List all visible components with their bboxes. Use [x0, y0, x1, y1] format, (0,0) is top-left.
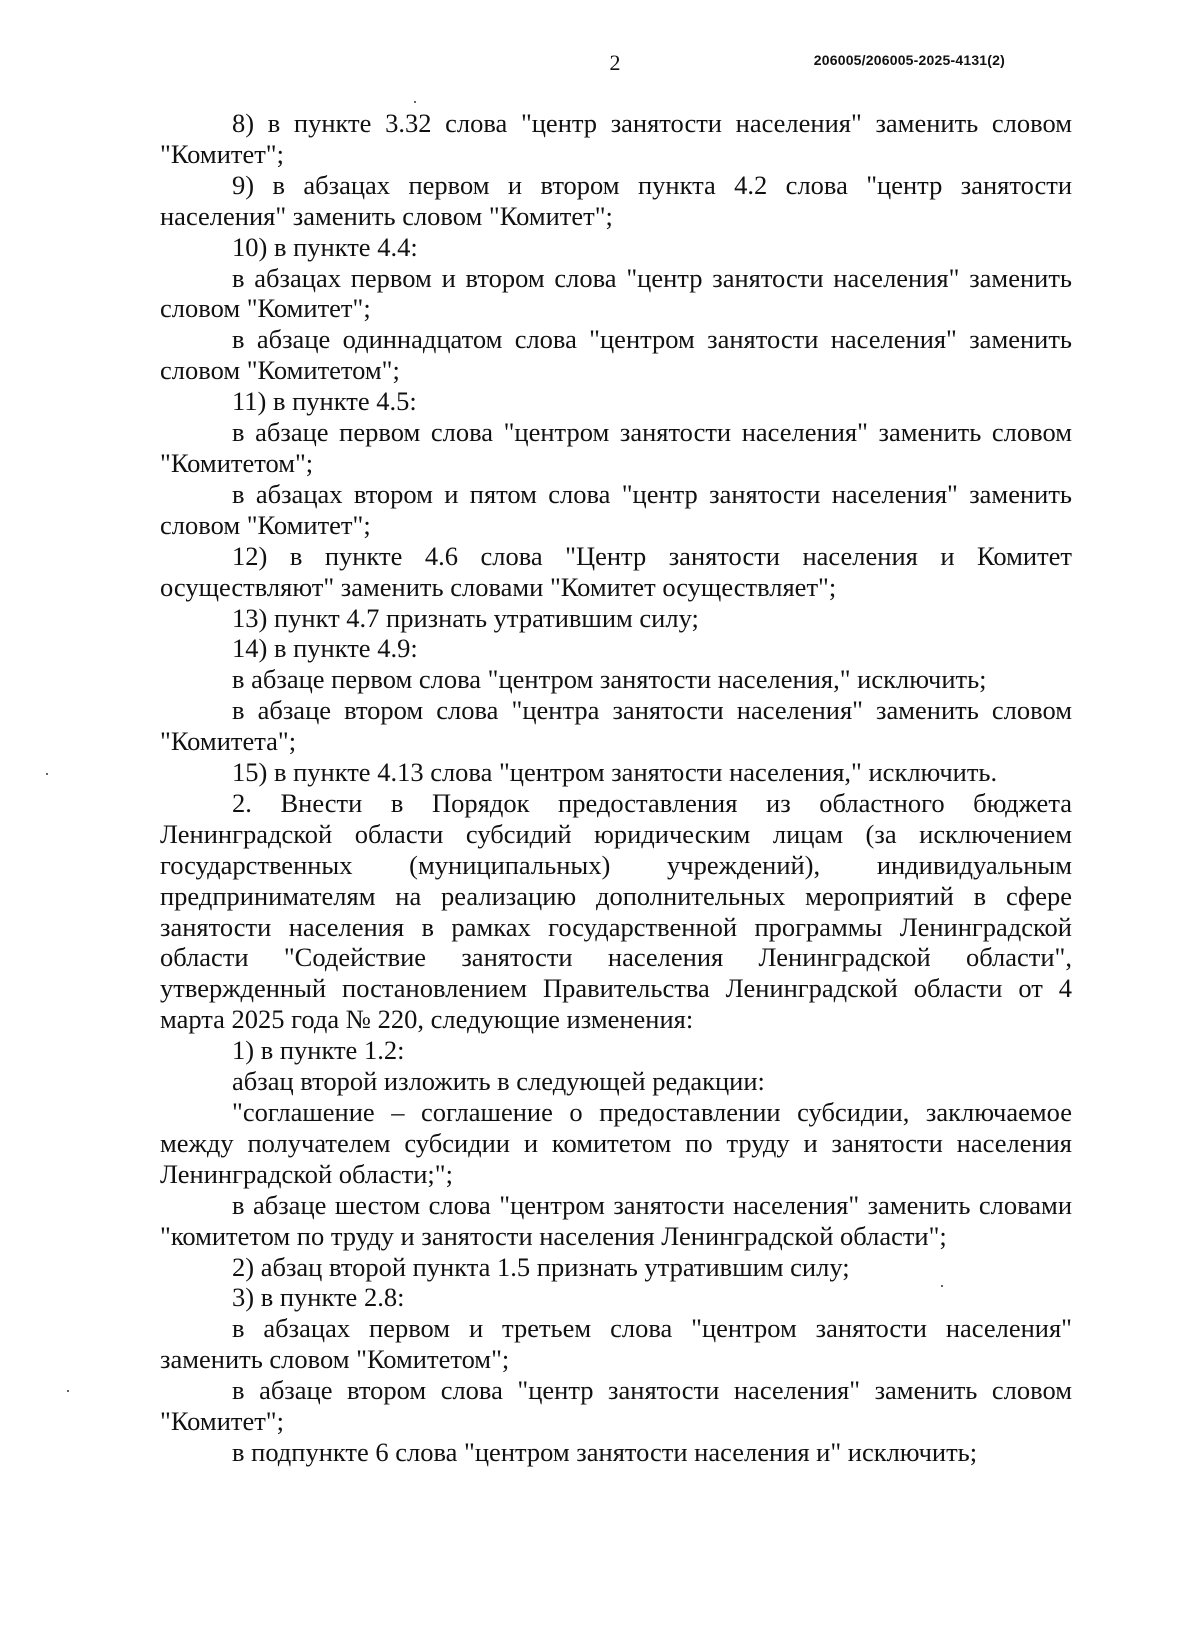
paragraph: в абзаце первом слова "центром занятости населения" заменить словом "Комитетом"; — [160, 417, 1072, 478]
paragraph: 11) в пункте 4.5: — [232, 386, 417, 417]
paragraph: в подпункте 6 слова "центром занятости населения и" исключить; — [232, 1436, 978, 1467]
paragraph: 2) абзац второй пункта 1.5 признать утратившим силу; — [232, 1251, 850, 1282]
paragraph: 12) в пункте 4.6 слова "Центр занятости населения и Комитет осуществляют" заменить словами "Комитет осуществляет"; — [160, 540, 1072, 602]
paragraph: 14) в пункте 4.9: — [232, 633, 418, 664]
scan-speck — [941, 1285, 943, 1287]
paragraph: 3) в пункте 2.8: — [232, 1282, 405, 1313]
paragraph: в абзаце втором слова "центр занятости населения" заменить словом "Комитет"; — [160, 1375, 1072, 1437]
document-id: 206005/206005-2025-4131(2) — [813, 52, 1005, 68]
paragraph: 8) в пункте 3.32 слова "центр занятости населения" заменить словом "Комитет"; — [160, 108, 1072, 169]
scan-speck — [67, 1390, 69, 1392]
paragraph: абзац второй изложить в следующей редакции: — [232, 1066, 765, 1097]
paragraph: в абзаце втором слова "центра занятости населения" заменить словом "Комитета"; — [160, 695, 1072, 757]
paragraph: 9) в абзацах первом и втором пункта 4.2 слова "центр занятости населения" заменить словом "Комитет"; — [160, 169, 1072, 231]
paragraph: "соглашение – соглашение о предоставлении субсидии, заключаемое между получателем субсидии и комитетом по труду и занятости населения Ленинградской области;"; — [160, 1097, 1072, 1189]
scan-speck — [414, 101, 416, 103]
paragraph: в абзацах втором и пятом слова "центр занятости населения" заменить словом "Комитет"; — [160, 478, 1072, 540]
paragraph: в абзацах первом и третьем слова "центром занятости населения" заменить словом "Комитетом"; — [160, 1313, 1072, 1375]
paragraph: в абзаце первом слова "центром занятости населения," исключить; — [232, 664, 987, 695]
document-body — [160, 108, 1072, 1468]
scan-speck — [46, 773, 48, 775]
paragraph: 10) в пункте 4.4: — [232, 231, 418, 262]
page-number: 2 — [609, 50, 621, 75]
paragraph: в абзаце шестом слова "центром занятости населения" заменить словами "комитетом по труду и занятости населения Ленинградской области"; — [160, 1189, 1072, 1251]
paragraph: 2. Внести в Порядок предоставления из областного бюджета Ленинградской области субсидий юридическим лицам (за исключением государственных (муниципальных) учреждений), индивидуальным предпринимателям на реализацию дополнительных мероприятий в сфере занятости населения в рамках государственной программы Ленинградской области "Содействие занятости населения Ленинградской области", утвержденный постановлением Правительства Ленинградской области от 4 марта 2025 года № 220, следующие изменения: — [160, 787, 1072, 1035]
paragraph: 1) в пункте 1.2: — [232, 1035, 405, 1066]
paragraph: 15) в пункте 4.13 слова "центром занятости населения," исключить. — [232, 757, 998, 788]
paragraph: 13) пункт 4.7 признать утратившим силу; — [232, 602, 699, 633]
paragraph: в абзацах первом и втором слова "центр занятости населения" заменить словом "Комитет"; — [160, 262, 1072, 324]
paragraph: в абзаце одиннадцатом слова "центром занятости населения" заменить словом "Комитетом"; — [160, 324, 1072, 386]
